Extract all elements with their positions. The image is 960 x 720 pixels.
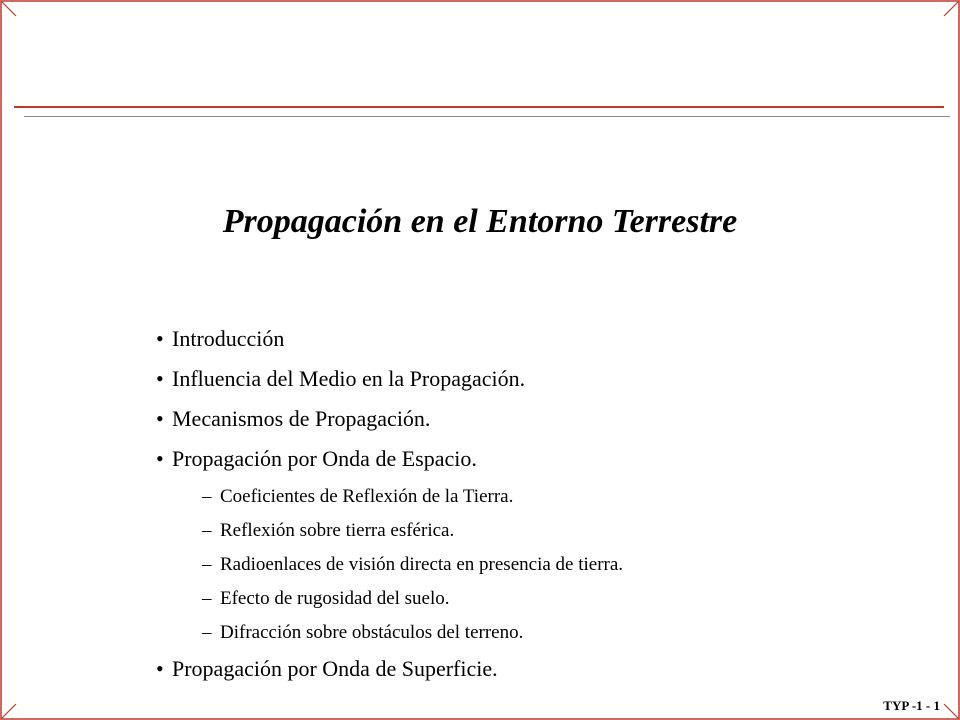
sub-list-item-text: Efecto de rugosidad del suelo. [220,588,450,609]
list-item-text: Propagación por Onda de Espacio. [172,446,477,471]
list-item-text: Mecanismos de Propagación. [172,406,431,431]
sub-list-item [156,516,623,550]
dash-icon: – [202,486,212,507]
list-item-text: Introducción [172,326,285,351]
sub-list-item-text: Radioenlaces de visión directa en presencia de tierra. [220,554,624,575]
bullet-icon: • [156,326,164,351]
header-rule-red [14,106,944,108]
list-item [156,402,623,442]
bullet-icon: • [156,656,164,681]
sub-list-item [156,584,623,618]
list-item-text: Propagación por Onda de Superficie. [172,656,498,681]
slide-title: Propagación en el Entorno Terrestre [222,203,738,240]
dash-icon: – [202,554,212,575]
list-item [156,442,623,482]
bullet-icon: • [156,406,164,431]
list-item [156,322,623,362]
bullet-icon: • [156,366,164,391]
sub-list-item-text: Difracción sobre obstáculos del terreno. [220,622,524,643]
list-item [156,362,623,402]
list-item-text: Influencia del Medio en la Propagación. [172,366,526,391]
sub-list-item [156,618,623,652]
sub-list-item-text: Coeficientes de Reflexión de la Tierra. [220,486,514,507]
slide-number: TYP -1 - 1 [883,698,940,713]
outline-list [156,322,623,692]
dash-icon: – [202,588,212,609]
sub-list-item [156,482,623,516]
header-rule-gray [24,116,950,117]
dash-icon: – [202,622,212,643]
list-item [156,652,623,692]
bullet-icon: • [156,446,164,471]
dash-icon: – [202,520,212,541]
sub-list-item-text: Reflexión sobre tierra esférica. [220,520,455,541]
sub-list-item [156,550,623,584]
